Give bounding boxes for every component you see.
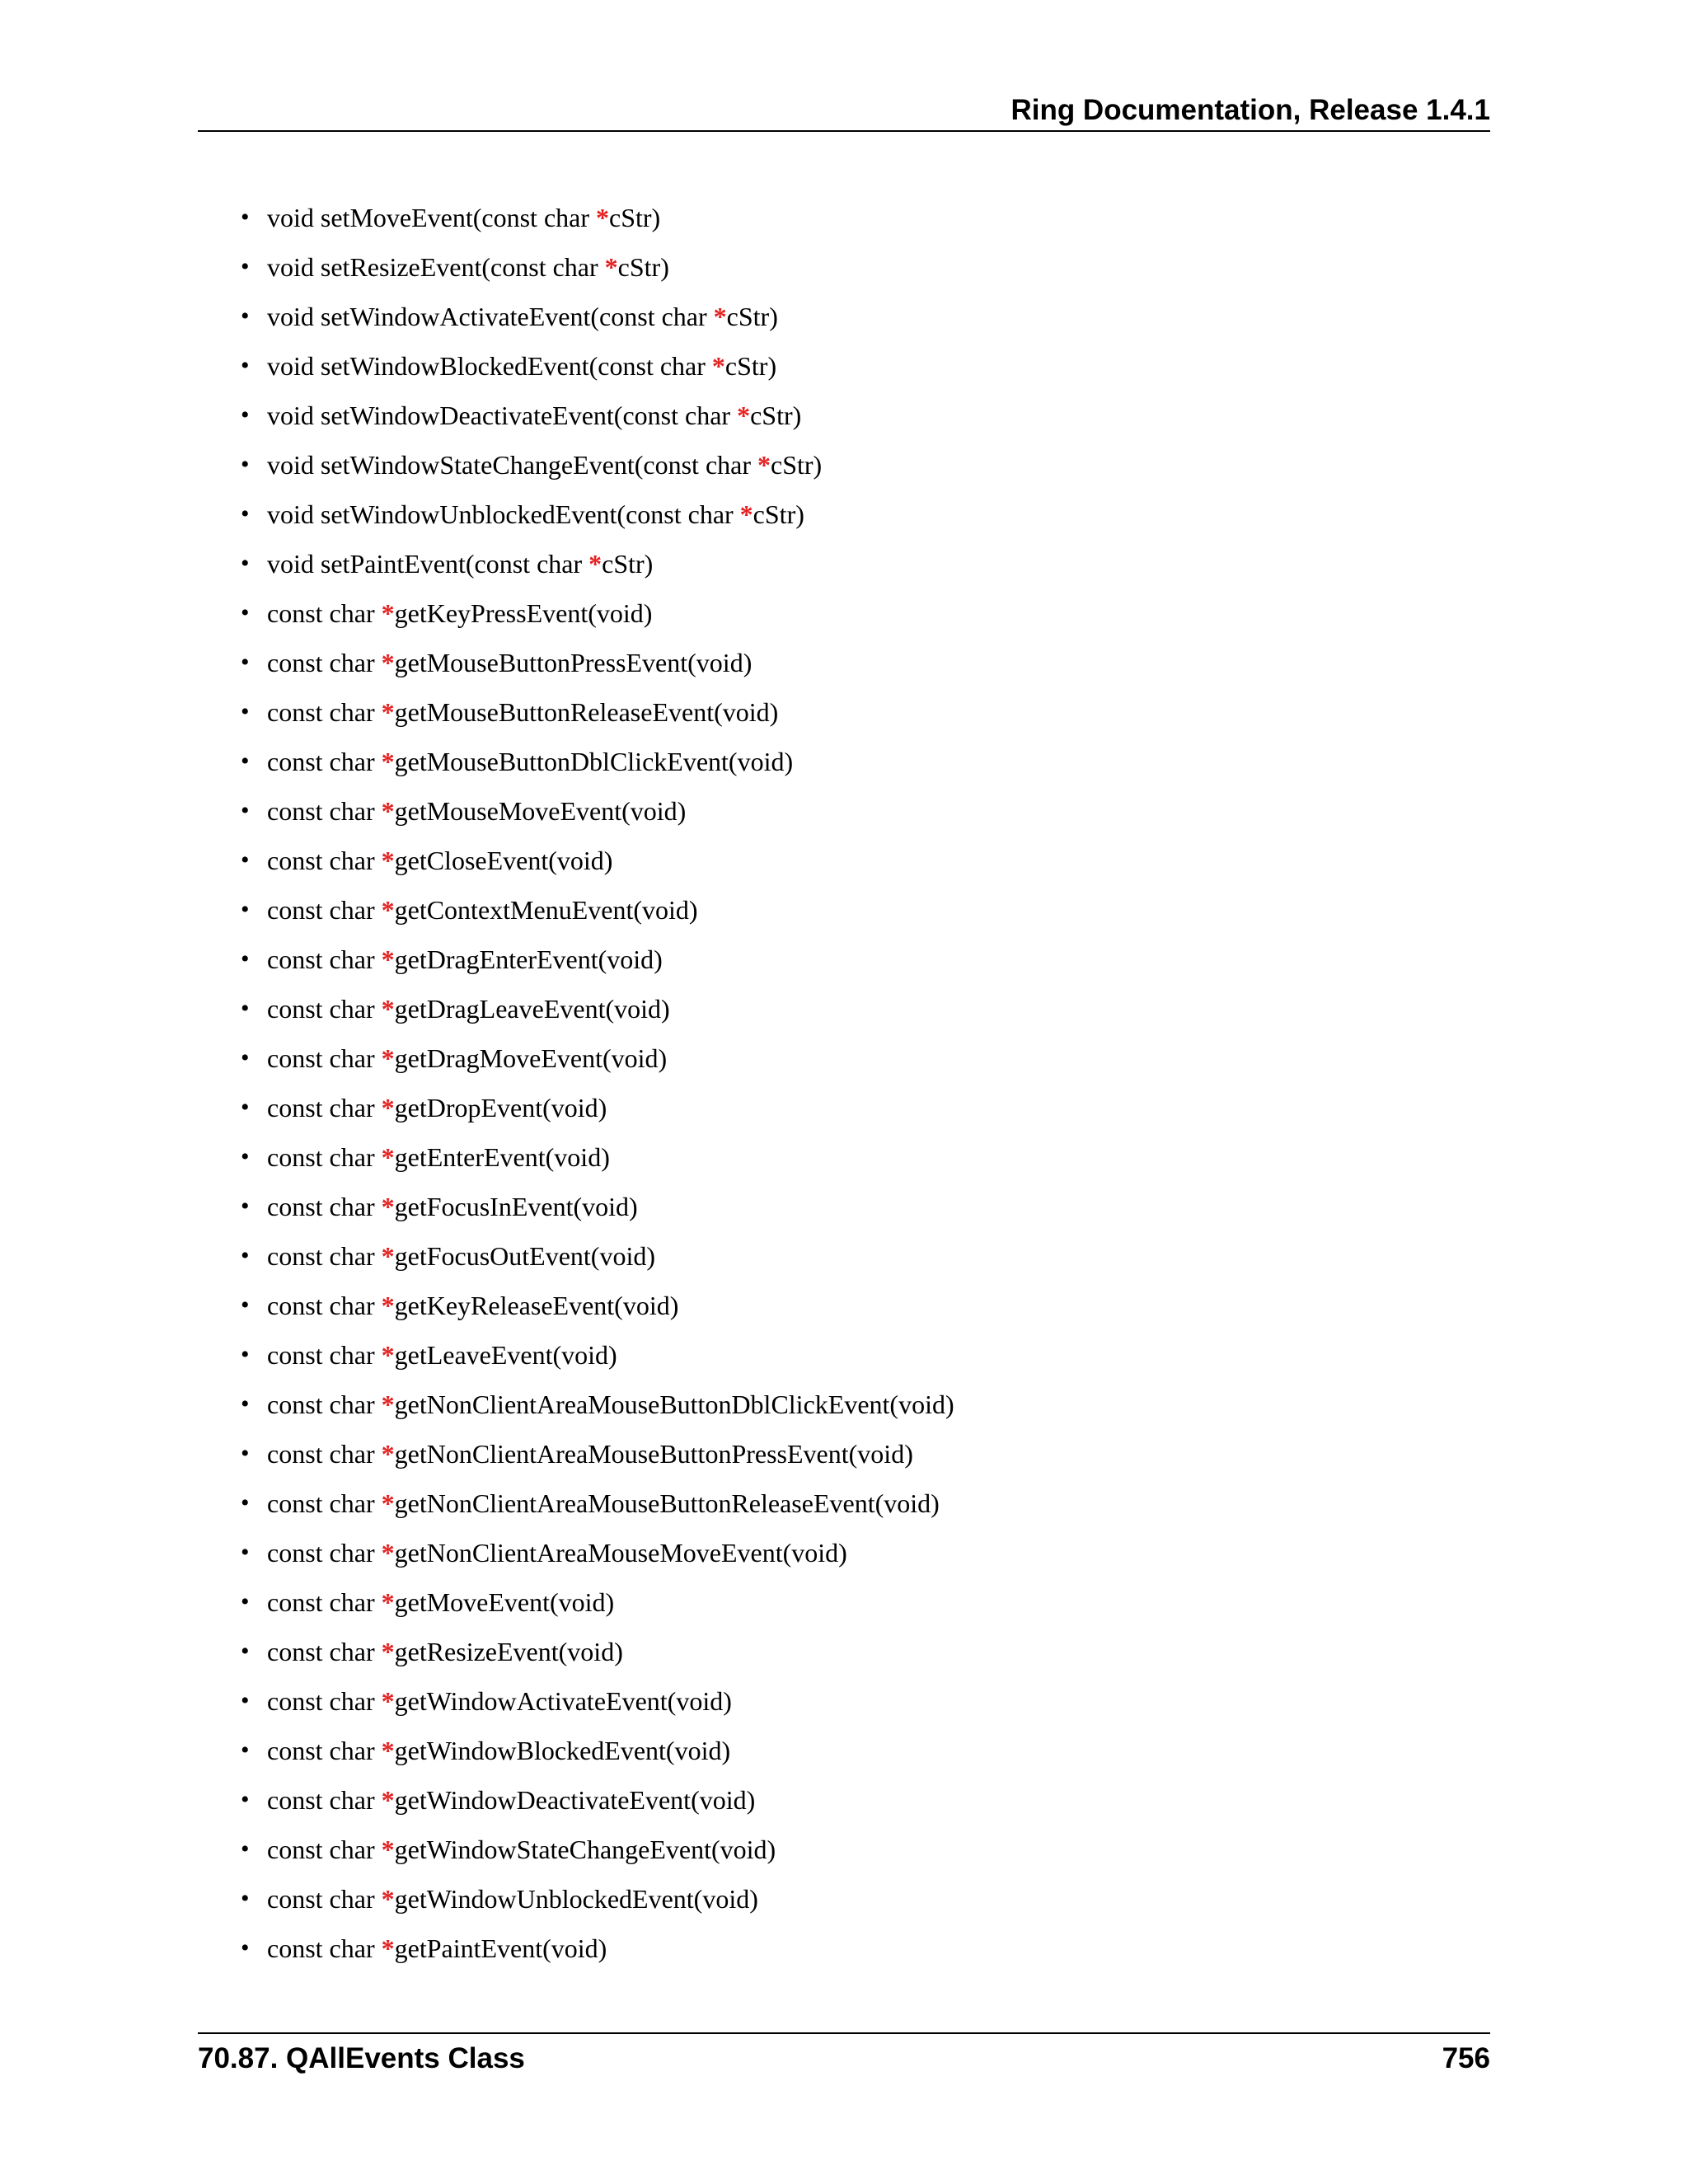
page-footer: [198, 2032, 1490, 2074]
list-item: [241, 1385, 954, 1434]
bullet-icon: •: [241, 1885, 250, 1912]
bullet-icon: •: [241, 352, 250, 379]
pointer-star: *: [711, 351, 725, 381]
signature-suffix: getWindowUnblockedEvent(void): [394, 1884, 758, 1914]
pointer-star: *: [757, 450, 771, 480]
signature-suffix: getLeaveEvent(void): [394, 1340, 617, 1370]
bullet-icon: •: [241, 253, 250, 280]
signature-prefix: const char: [267, 598, 382, 628]
signature-suffix: getCloseEvent(void): [394, 846, 613, 875]
signature-prefix: const char: [267, 1884, 382, 1914]
bullet-icon: •: [241, 500, 250, 527]
pointer-star: *: [381, 1340, 395, 1370]
list-item: [241, 1236, 954, 1286]
pointer-star: *: [596, 203, 609, 232]
bullet-icon: •: [241, 451, 250, 478]
signature-prefix: void setMoveEvent(const char: [267, 203, 596, 232]
signature-prefix: const char: [267, 944, 382, 974]
signature-prefix: const char: [267, 648, 382, 677]
pointer-star: *: [381, 697, 395, 727]
section-title: 70.87. QAllEvents Class: [198, 2042, 525, 2074]
list-item: [241, 593, 954, 643]
bullet-icon: •: [241, 698, 250, 725]
bullet-icon: •: [241, 797, 250, 824]
bullet-icon: •: [241, 1193, 250, 1220]
list-item: [241, 791, 954, 841]
pointer-star: *: [381, 846, 395, 875]
pointer-star: *: [381, 1241, 395, 1271]
pointer-star: *: [381, 994, 395, 1024]
bullet-icon: •: [241, 1638, 250, 1665]
list-item: [241, 1582, 954, 1632]
signature-prefix: void setResizeEvent(const char: [267, 252, 605, 282]
signature-suffix: cStr): [617, 252, 669, 282]
signature-prefix: const char: [267, 1192, 382, 1221]
signature-suffix: getMouseButtonDblClickEvent(void): [394, 747, 794, 776]
signature-prefix: const char: [267, 1340, 382, 1370]
pointer-star: *: [381, 796, 395, 826]
pointer-star: *: [381, 1884, 395, 1914]
bullet-icon: •: [241, 1094, 250, 1121]
list-item: [241, 1681, 954, 1731]
bullet-icon: •: [241, 995, 250, 1022]
list-item: [241, 940, 954, 989]
list-item: [241, 198, 954, 247]
pointer-star: *: [381, 648, 395, 677]
signature-prefix: const char: [267, 1538, 382, 1568]
pointer-star: *: [737, 401, 751, 430]
signature-prefix: const char: [267, 994, 382, 1024]
list-item: [241, 346, 954, 396]
list-item: [241, 1434, 954, 1483]
pointer-star: *: [381, 747, 395, 776]
pointer-star: *: [381, 1933, 395, 1963]
bullet-icon: •: [241, 748, 250, 775]
list-item: [241, 1929, 954, 1978]
signature-prefix: const char: [267, 697, 382, 727]
list-item: [241, 1533, 954, 1582]
pointer-star: *: [381, 1637, 395, 1666]
bullet-icon: •: [241, 1835, 250, 1863]
signature-prefix: const char: [267, 1587, 382, 1617]
signature-suffix: getNonClientAreaMouseButtonPressEvent(void): [394, 1439, 913, 1469]
signature-suffix: getPaintEvent(void): [394, 1933, 607, 1963]
signature-suffix: getKeyReleaseEvent(void): [394, 1291, 679, 1320]
list-item: [241, 1632, 954, 1681]
pointer-star: *: [381, 1736, 395, 1765]
bullet-icon: •: [241, 1390, 250, 1418]
pointer-star: *: [588, 549, 603, 579]
signature-prefix: void setWindowActivateEvent(const char: [267, 302, 714, 331]
document-title: Ring Documentation, Release 1.4.1: [1010, 94, 1490, 126]
signature-prefix: const char: [267, 1043, 382, 1073]
pointer-star: *: [381, 598, 395, 628]
pointer-star: *: [381, 1488, 395, 1518]
signature-suffix: cStr): [726, 302, 778, 331]
list-item: [241, 247, 954, 297]
list-item: [241, 1137, 954, 1187]
bullet-icon: •: [241, 1341, 250, 1368]
signature-prefix: const char: [267, 747, 382, 776]
bullet-icon: •: [241, 846, 250, 874]
bullet-icon: •: [241, 1440, 250, 1467]
bullet-icon: •: [241, 1687, 250, 1714]
signature-prefix: const char: [267, 1933, 382, 1963]
signature-prefix: const char: [267, 1736, 382, 1765]
pointer-star: *: [381, 1439, 395, 1469]
signature-prefix: const char: [267, 1835, 382, 1864]
signature-suffix: getNonClientAreaMouseButtonReleaseEvent(void): [394, 1488, 940, 1518]
pointer-star: *: [381, 1587, 395, 1617]
signature-prefix: void setWindowDeactivateEvent(const char: [267, 401, 738, 430]
signature-prefix: const char: [267, 1291, 382, 1320]
signature-suffix: getKeyPressEvent(void): [394, 598, 653, 628]
list-item: [241, 544, 954, 593]
pointer-star: *: [739, 499, 753, 529]
pointer-star: *: [381, 1835, 395, 1864]
pointer-star: *: [381, 1390, 395, 1419]
signature-prefix: const char: [267, 1439, 382, 1469]
bullet-icon: •: [241, 1044, 250, 1071]
signature-prefix: const char: [267, 895, 382, 925]
signature-prefix: void setWindowStateChangeEvent(const char: [267, 450, 757, 480]
page-header: [198, 89, 1490, 132]
signature-suffix: getNonClientAreaMouseButtonDblClickEvent(void): [394, 1390, 954, 1419]
bullet-icon: •: [241, 599, 250, 626]
bullet-icon: •: [241, 1489, 250, 1516]
signature-suffix: getDragMoveEvent(void): [394, 1043, 668, 1073]
list-item: [241, 445, 954, 494]
bullet-icon: •: [241, 1242, 250, 1269]
list-item: [241, 1879, 954, 1929]
signature-prefix: void setWindowUnblockedEvent(const char: [267, 499, 740, 529]
list-item: [241, 1335, 954, 1385]
list-item: [241, 989, 954, 1038]
bullet-icon: •: [241, 1143, 250, 1170]
signature-suffix: cStr): [753, 499, 804, 529]
signature-prefix: const char: [267, 1390, 382, 1419]
pointer-star: *: [381, 1538, 395, 1568]
bullet-icon: •: [241, 649, 250, 676]
pointer-star: *: [381, 895, 395, 925]
list-item: [241, 1483, 954, 1533]
signature-suffix: cStr): [750, 401, 802, 430]
signature-suffix: getDragEnterEvent(void): [394, 944, 663, 974]
bullet-icon: •: [241, 302, 250, 330]
signature-suffix: cStr): [609, 203, 661, 232]
list-item: [241, 1187, 954, 1236]
list-item: [241, 494, 954, 544]
signature-suffix: getNonClientAreaMouseMoveEvent(void): [394, 1538, 847, 1568]
bullet-icon: •: [241, 1934, 250, 1961]
signature-prefix: const char: [267, 1488, 382, 1518]
list-item: [241, 643, 954, 692]
signature-suffix: getWindowDeactivateEvent(void): [394, 1785, 756, 1815]
signature-suffix: getMouseButtonPressEvent(void): [394, 648, 753, 677]
pointer-star: *: [381, 1043, 395, 1073]
list-item: [241, 692, 954, 742]
pointer-star: *: [381, 1192, 395, 1221]
signature-suffix: getDragLeaveEvent(void): [394, 994, 670, 1024]
list-item: [241, 1780, 954, 1830]
signature-prefix: const char: [267, 796, 382, 826]
bullet-icon: •: [241, 945, 250, 972]
signature-prefix: const char: [267, 1093, 382, 1122]
signature-suffix: getContextMenuEvent(void): [394, 895, 698, 925]
pointer-star: *: [381, 944, 395, 974]
signature-suffix: getMouseMoveEvent(void): [394, 796, 687, 826]
signature-suffix: cStr): [771, 450, 823, 480]
list-item: [241, 841, 954, 890]
signature-prefix: const char: [267, 1241, 382, 1271]
signature-suffix: getMoveEvent(void): [394, 1587, 615, 1617]
list-item: [241, 890, 954, 940]
list-item: [241, 1830, 954, 1879]
bullet-icon: •: [241, 1736, 250, 1764]
list-item: [241, 1286, 954, 1335]
signature-suffix: getMouseButtonReleaseEvent(void): [394, 697, 779, 727]
list-item: [241, 1038, 954, 1088]
list-item: [241, 1088, 954, 1137]
pointer-star: *: [381, 1686, 395, 1716]
bullet-icon: •: [241, 1588, 250, 1615]
pointer-star: *: [381, 1785, 395, 1815]
signature-prefix: void setPaintEvent(const char: [267, 549, 589, 579]
signature-suffix: getDropEvent(void): [394, 1093, 607, 1122]
list-item: [241, 396, 954, 445]
signature-prefix: const char: [267, 846, 382, 875]
signature-prefix: const char: [267, 1686, 382, 1716]
method-list: [241, 198, 954, 1978]
signature-suffix: getFocusInEvent(void): [394, 1192, 638, 1221]
list-item: [241, 297, 954, 346]
pointer-star: *: [381, 1093, 395, 1122]
page-number: 756: [1442, 2042, 1490, 2074]
signature-prefix: const char: [267, 1785, 382, 1815]
list-item: [241, 1731, 954, 1780]
bullet-icon: •: [241, 1539, 250, 1566]
bullet-icon: •: [241, 1786, 250, 1813]
pointer-star: *: [381, 1142, 395, 1172]
bullet-icon: •: [241, 550, 250, 577]
list-item: [241, 742, 954, 791]
signature-prefix: void setWindowBlockedEvent(const char: [267, 351, 712, 381]
bullet-icon: •: [241, 204, 250, 231]
signature-suffix: getWindowActivateEvent(void): [394, 1686, 732, 1716]
pointer-star: *: [604, 252, 618, 282]
pointer-star: *: [713, 302, 727, 331]
signature-suffix: getWindowBlockedEvent(void): [394, 1736, 731, 1765]
bullet-icon: •: [241, 896, 250, 923]
signature-suffix: getWindowStateChangeEvent(void): [394, 1835, 776, 1864]
signature-suffix: getEnterEvent(void): [394, 1142, 610, 1172]
pointer-star: *: [381, 1291, 395, 1320]
signature-suffix: cStr): [602, 549, 654, 579]
signature-prefix: const char: [267, 1142, 382, 1172]
signature-prefix: const char: [267, 1637, 382, 1666]
signature-suffix: getResizeEvent(void): [394, 1637, 623, 1666]
bullet-icon: •: [241, 1291, 250, 1319]
bullet-icon: •: [241, 401, 250, 429]
signature-suffix: getFocusOutEvent(void): [394, 1241, 655, 1271]
signature-suffix: cStr): [724, 351, 777, 381]
